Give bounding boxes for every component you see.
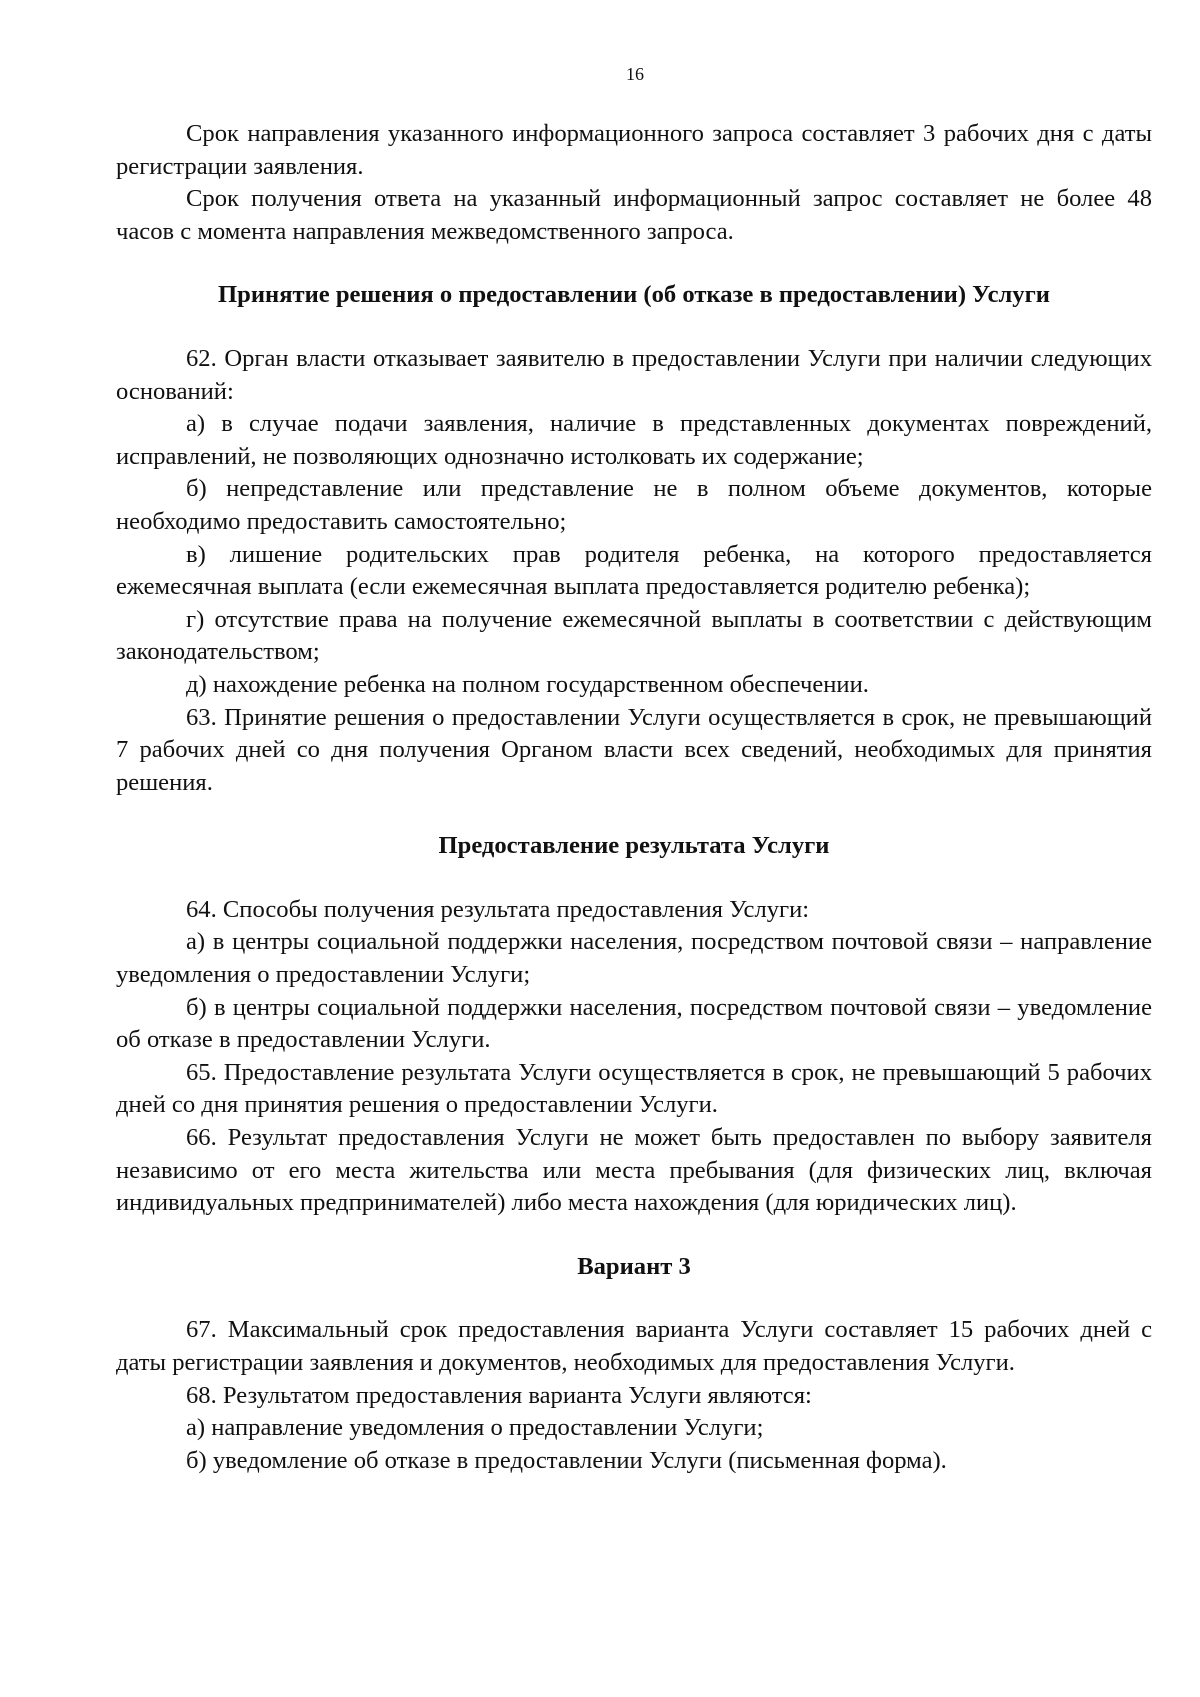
paragraph: в) лишение родительских прав родителя ребенка, на которого предоставляется ежемесячная выплата (если ежемесячная выплата предоставляется родителю ребенка);	[116, 540, 1152, 601]
paragraph: 64. Способы получения результата предоставления Услуги:	[186, 895, 810, 923]
paragraph: б) в центры социальной поддержки населения, посредством почтовой связи – уведомление об отказе в предоставлении Услуги.	[116, 993, 1152, 1054]
paragraph: а) направление уведомления о предоставлении Услуги;	[186, 1414, 764, 1442]
section-heading: Предоставление результата Услуги	[438, 832, 830, 860]
paragraph: д) нахождение ребенка на полном государственном обеспечении.	[186, 670, 869, 698]
paragraph: б) непредставление или представление не в полном объеме документов, которые необходимо предоставить самостоятельно;	[116, 475, 1152, 535]
paragraph: 62. Орган власти отказывает заявителю в предоставлении Услуги при наличии следующих оснований:	[116, 344, 1152, 405]
paragraph: б) уведомление об отказе в предоставлении Услуги (письменная форма).	[186, 1446, 947, 1474]
paragraph: Срок получения ответа на указанный информационный запрос составляет не более 48 часов с момента направления межведомственного запроса.	[116, 185, 1152, 245]
paragraph: г) отсутствие права на получение ежемесячной выплаты в соответствии с действующим законодательством;	[116, 605, 1152, 666]
paragraph: 65. Предоставление результата Услуги осуществляется в срок, не превышающий 5 рабочих дней со дня принятия решения о предоставлении Услуги.	[116, 1058, 1152, 1119]
section-heading: Принятие решения о предоставлении (об отказе в предоставлении) Услуги	[218, 281, 1050, 309]
paragraph: Срок направления указанного информационного запроса составляет 3 рабочих дня с даты регистрации заявления.	[116, 120, 1152, 180]
paragraph: а) в центры социальной поддержки населения, посредством почтовой связи – направление уведомления о предоставлении Услуги;	[116, 928, 1152, 989]
paragraph: 67. Максимальный срок предоставления варианта Услуги составляет 15 рабочих дней с даты регистрации заявления и документов, необходимых для предоставления Услуги.	[116, 1316, 1152, 1376]
paragraph: 68. Результатом предоставления варианта Услуги являются:	[186, 1381, 812, 1409]
paragraph: 63. Принятие решения о предоставлении Услуги осуществляется в срок, не превышающий 7 рабочих дней со дня получения Органом власти всех сведений, необходимых для принятия решения.	[116, 703, 1152, 796]
document-body	[116, 118, 1152, 1477]
document-page	[116, 60, 1152, 1477]
section-heading: Вариант 3	[577, 1252, 691, 1280]
paragraph: 66. Результат предоставления Услуги не может быть предоставлен по выбору заявителя независимо от его места жительства или места пребывания (для физических лиц, включая индивидуальных предпринимателей) либо места нахождения (для юридических лиц).	[116, 1124, 1152, 1217]
paragraph: а) в случае подачи заявления, наличие в представленных документах повреждений, исправлений, не позволяющих однозначно истолковать их содержание;	[116, 410, 1152, 470]
page-number: 16	[626, 64, 644, 84]
